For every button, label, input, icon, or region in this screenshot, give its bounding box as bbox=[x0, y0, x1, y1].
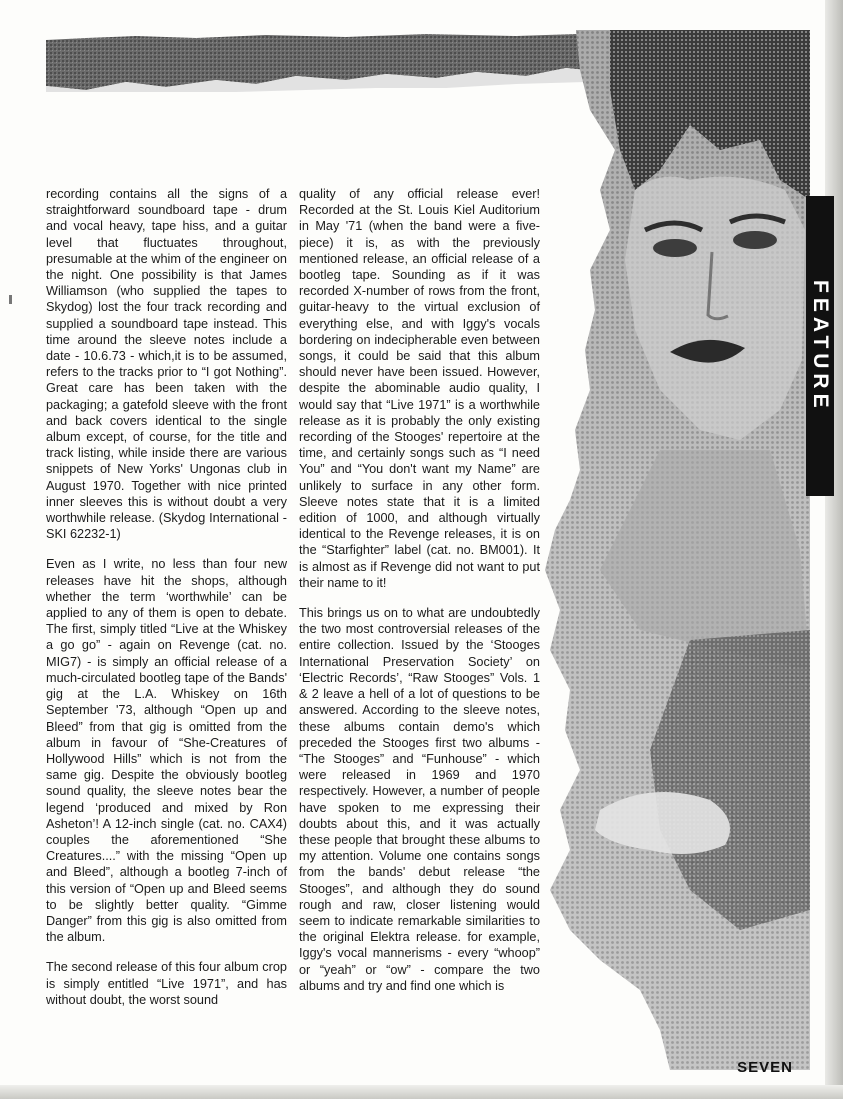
feature-section-tab bbox=[806, 196, 834, 496]
article-right-column bbox=[299, 186, 540, 1008]
article-paragraph: This brings us on to what are undoubtedly the two most controversial releases of the entire collection. Issued by the ‘Stooges International Preservation Society’ on ‘Electric Records’, “Raw Stooges” Vols. 1 & 2 leave a hell of a lot of questions to be answered. According to the sleeve notes, these albums contain demo's which preceded the Stooges first two albums - “The Stooges” and “Funhouse” - which were released in 1969 and 1970 respectively. However, a number of people have spoken to me expressing their doubts about this, and it was actually these people that brought these albums to my attention. Volume one contains songs from the bands' debut release “the Stooges”, and although they do sound rough and raw, closer listening would seem to indicate remarkable similarities to the original Elektra release. for example, Iggy's vocal mannerisms - every “whoop” or “yeah” or “ow” - compare the two albums and try and find one which is bbox=[299, 606, 540, 993]
page-number: SEVEN bbox=[737, 1059, 793, 1076]
article-paragraph: Even as I write, no less than four new releases have hit the shops, although whether the term ‘worthwhile’ can be applied to any of them is open to debate. The first, simply titled “Live at the Whiskey a go go” - again on Revenge (cat. no. MIG7) - is simply an official release of a much-circulated bootleg tape of the Bands' gig at the L.A. Whiskey on 16th September '73, although “Open up and Bleed” from that gig is omitted from the album in favour of “She-Creatures of Hollywood Hills” which is not from the same gig. Despite the obviously bootleg sound quality, the sleeve notes bear the legend ‘produced and mixed by Ron Asheton’! A 12-inch single (cat. no. CAX4) couples the aforementioned “She Creatures....” with the missing “Open up and Bleed”, although a bootleg 7-inch of this version of “Open up and Bleed seems to be slightly better quality. “Gimme Danger” from this gig is also omitted from the album. bbox=[46, 557, 287, 945]
page-edge-bottom bbox=[0, 1085, 843, 1099]
article-paragraph: quality of any official release ever! Recorded at the St. Louis Kiel Auditorium in May '71 (when the band were a five-piece) it is, as with the previously mentioned release, an official release of a bootleg tape. Sounding as if it was recorded X-number of rows from the front, guitar-heavy to the virtual exclusion of everything else, and with Iggy's vocals bordering on indecipherable even between songs, it could be said that this album should never have been issued. However, despite the abominable audio quality, I would say that “Live 1971” is a worthwhile release as it is probably the only existing recording of the Stooges' repertoire at the time, and certainly songs such as “I need You” and “You don't want my Name” are unlikely to surface in any other form. Sleeve notes state that it is a limited edition of 1000, and although virtually identical to the Revenge releases, it is on the “Starfighter” label (cat. no. BM001). It is almost as if Revenge did not want to put their name to it! bbox=[299, 187, 540, 590]
article-paragraph: recording contains all the signs of a straightforward soundboard tape - drum and vocal heavy, tape hiss, and a guitar level that fluctuates throughout, presumable at the whim of the engineer on the night. One possibility is that James Williamson (who supplied the tapes to Skydog) lost the four track recording and supplied a soundboard tape instead. This time around the sleeve notes include a date - 10.6.73 - which,it is to be assumed, refers to the tracks prior to “I got Nothing”. Great care has been taken with the packaging; a gatefold sleeve with the front and back covers identical to the single album except, of course, for the title and track listing, while inside there are various snippets of New Yorks' Ungonas club in August 1970. Together with nice printed inner sleeves this is without doubt a very worthwhile release. (Skydog International - SKI 62232-1) bbox=[46, 187, 287, 542]
margin-mark bbox=[9, 295, 12, 304]
feature-tab-label: FEATURE bbox=[809, 279, 832, 413]
portrait-photo bbox=[540, 30, 810, 1070]
article-left-column bbox=[46, 186, 287, 1022]
page-edge-right bbox=[825, 0, 843, 1099]
article-paragraph: The second release of this four album crop is simply entitled “Live 1971”, and has without doubt, the worst sound bbox=[46, 960, 287, 1007]
